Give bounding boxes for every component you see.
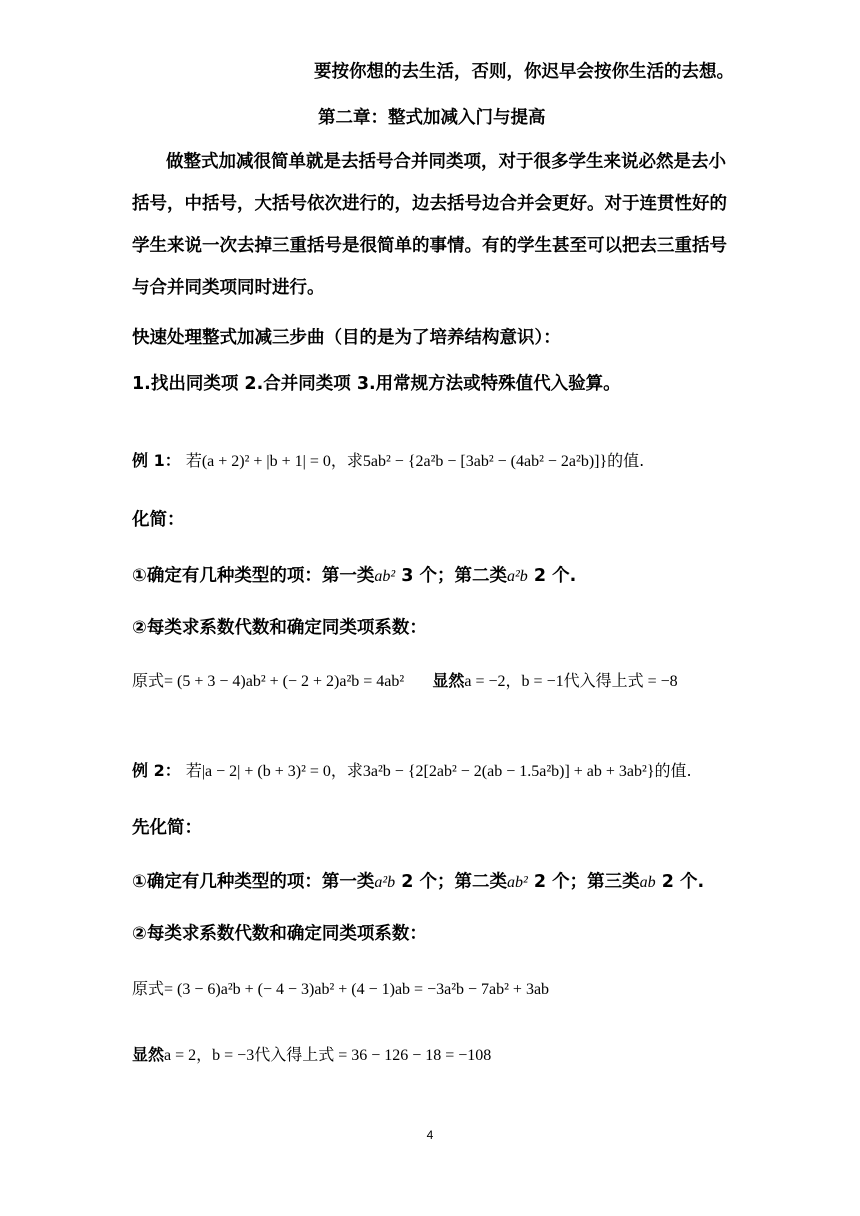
example-1-result-label: 原式 <box>132 671 165 690</box>
example-1-simplify-label: 化简： <box>132 510 185 530</box>
quote: 要按你想的去生活，否则，你迟早会按你生活的去想。 <box>314 62 734 82</box>
intro-line-3: 学生来说一次去掉三重括号是很简单的事情。有的学生甚至可以把去三重括号 <box>132 236 727 256</box>
example-2-check <box>132 1042 491 1065</box>
intro-line-1: 做整式加减很简单就是去括号合并同类项，对于很多学生来说必然是去小 <box>166 152 726 172</box>
chapter-title: 第二章：整式加减入门与提高 <box>318 108 546 128</box>
example-1-check-label: 显然 <box>432 671 465 690</box>
example-2-term-c: ab <box>639 874 656 891</box>
example-2-simplify-label: 先化简： <box>132 818 202 838</box>
example-1-result-expr: = (5 + 3 − 4)ab² + (− 2 + 2)a²b = 4ab² <box>164 673 405 690</box>
example-1-prefix: 若 <box>185 451 202 470</box>
example-1-label: 例 1： <box>132 451 181 470</box>
steps-line: 1.找出同类项 2.合并同类项 3.用常规方法或特殊值代入验算。 <box>132 374 621 394</box>
example-2-ask: 求 <box>346 761 363 780</box>
page-number: 4 <box>426 1128 434 1142</box>
example-2-result <box>132 976 549 999</box>
example-1-step-1-text-a: ①确定有几种类型的项：第一类 <box>132 566 375 586</box>
example-2-check-expr: a = 2，b = −3代入得上式 = 36 − 126 − 18 = −108 <box>164 1047 492 1064</box>
example-2-expression: 3a²b − {2[2ab² − 2(ab − 1.5a²b)] + ab + 3ab²} <box>362 763 655 780</box>
example-1-term-a: ab² <box>374 568 396 585</box>
example-2-term-b: ab² <box>507 874 528 891</box>
intro-line-4: 与合并同类项同时进行。 <box>132 278 325 298</box>
example-2-check-label: 显然 <box>132 1045 165 1064</box>
example-2-term-a: a²b <box>374 874 396 891</box>
example-1-problem <box>132 448 644 471</box>
example-2-condition: |a − 2| + (b + 3)² = 0， <box>201 763 347 780</box>
example-1-step-1-text-b: 3 个；第二类 <box>395 566 507 586</box>
example-2-step-2: ②每类求系数代数和确定同类项系数： <box>132 924 427 944</box>
example-1-step-2: ②每类求系数代数和确定同类项系数： <box>132 618 427 638</box>
example-2-step-1-text-d: 2 个. <box>655 872 705 892</box>
example-2-step-1-text-a: ①确定有几种类型的项：第一类 <box>132 872 375 892</box>
intro-line-2: 括号，中括号，大括号依次进行的，边去括号边合并会更好。对于连贯性好的 <box>132 194 727 214</box>
example-1-suffix: 的值. <box>607 451 645 470</box>
example-2-result-label: 原式 <box>132 979 165 998</box>
example-2-suffix: 的值. <box>654 761 692 780</box>
example-1-result <box>132 668 678 691</box>
example-1-ask: 求 <box>346 451 363 470</box>
example-2-prefix: 若 <box>185 761 202 780</box>
example-2-problem <box>132 758 692 781</box>
example-2-step-1 <box>132 868 704 893</box>
example-2-step-1-text-b: 2 个；第二类 <box>395 872 507 892</box>
example-1-step-1 <box>132 562 576 587</box>
intro-paragraph <box>132 141 732 309</box>
example-2-step-1-text-c: 2 个；第三类 <box>527 872 640 892</box>
example-1-step-1-text-c: 2 个. <box>527 566 577 586</box>
example-1-term-b: a²b <box>507 568 528 585</box>
example-2-label: 例 2： <box>132 761 181 780</box>
example-1-condition: (a + 2)² + |b + 1| = 0， <box>201 453 347 470</box>
steps-heading: 快速处理整式加减三步曲（目的是为了培养结构意识）： <box>132 328 561 348</box>
example-2-result-expr: = (3 − 6)a²b + (− 4 − 3)ab² + (4 − 1)ab = −3a²b − 7ab² + 3ab <box>164 981 550 998</box>
example-1-check-expr: a = −2，b = −1代入得上式 = −8 <box>464 673 678 690</box>
example-1-expression: 5ab² − {2a²b − [3ab² − (4ab² − 2a²b)]} <box>362 453 608 470</box>
